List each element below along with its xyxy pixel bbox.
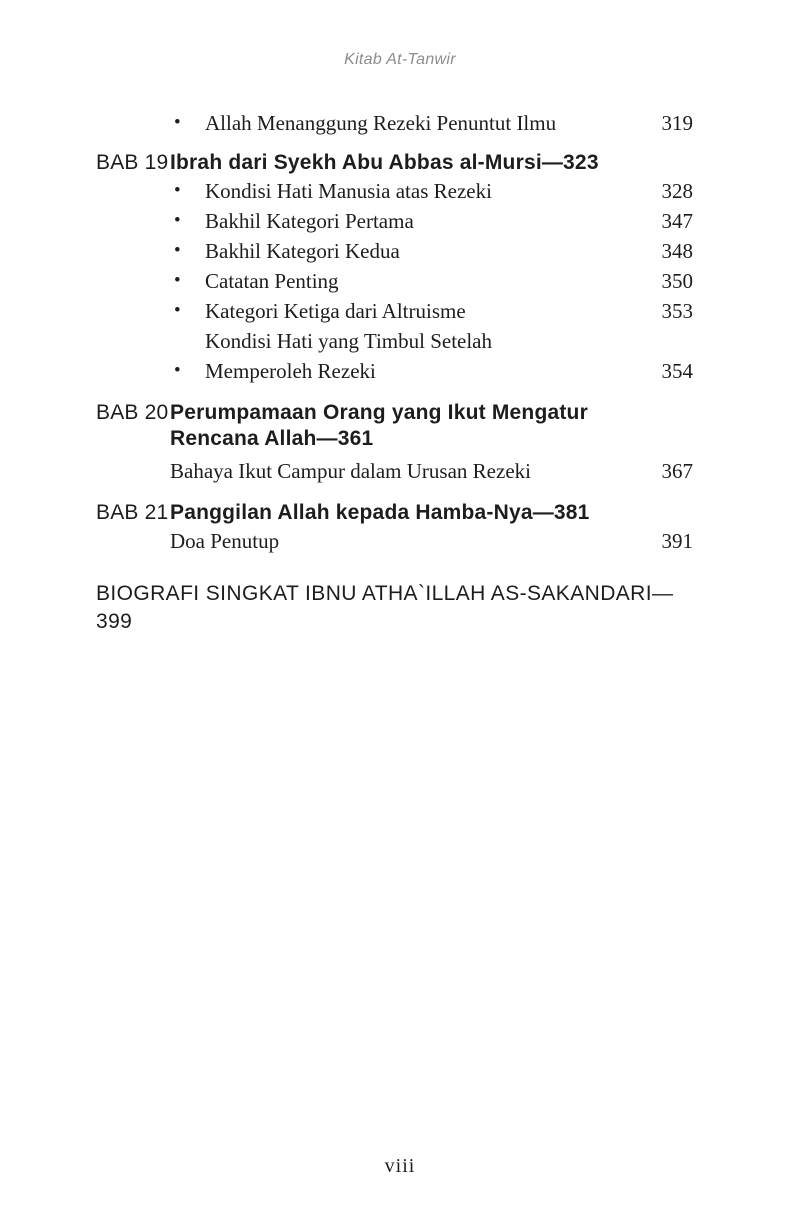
toc-entry-page-number: 354	[661, 359, 693, 383]
toc-entry	[96, 296, 693, 326]
toc-entry-title: Kondisi Hati Manusia atas Rezeki	[205, 179, 492, 203]
toc-entry-title: Bakhil Kategori Pertama	[205, 209, 414, 233]
running-header-title: Kitab At-Tanwir	[344, 51, 456, 68]
toc-entry-title: Bahaya Ikut Campur dalam Urusan Rezeki	[170, 459, 531, 483]
toc-entry-title	[205, 326, 631, 386]
toc-entry-title: Allah Menanggung Rezeki Penuntut Ilmu	[205, 111, 557, 135]
toc-entry-title: Bakhil Kategori Kedua	[205, 239, 400, 263]
toc-entry	[96, 236, 693, 266]
chapter-title-line: Ibrah dari Syekh Abu Abbas al-Mursi—323	[170, 151, 599, 174]
toc-closing-entry-biography: BIOGRAFI SINGKAT IBNU ATHA`ILLAH AS-SAKANDARI—399	[96, 582, 674, 633]
toc-entry-page-number: 353	[661, 299, 693, 323]
toc-entry	[96, 326, 693, 386]
table-of-contents	[96, 108, 693, 636]
toc-entry	[96, 456, 693, 486]
toc-entry-title: Catatan Penting	[205, 269, 339, 293]
toc-entry-title: Kategori Ketiga dari Altruisme	[205, 299, 466, 323]
toc-entry-page-number: 350	[661, 269, 693, 293]
bullet-icon: •	[174, 180, 181, 201]
toc-entry-page-number: 328	[661, 179, 693, 203]
chapter-title	[170, 500, 693, 526]
bullet-icon: •	[174, 270, 181, 291]
bullet-icon: •	[174, 300, 181, 321]
chapter-heading-bab-19	[96, 150, 693, 176]
chapter-heading-bab-21	[96, 500, 693, 526]
chapter-label: BAB 21	[96, 501, 169, 524]
chapter-label: BAB 20	[96, 401, 169, 424]
chapter-title	[170, 150, 693, 176]
chapter-title-line-1: Perumpamaan Orang yang Ikut Mengatur	[170, 401, 588, 424]
chapter-heading-bab-20	[96, 400, 693, 452]
toc-entry-title-line-2: Memperoleh Rezeki	[205, 359, 376, 383]
bullet-icon: •	[174, 210, 181, 231]
toc-entry	[96, 108, 693, 138]
toc-entry	[96, 526, 693, 556]
toc-entry-title-line-1: Kondisi Hati yang Timbul Setelah	[205, 329, 493, 353]
chapter-title-line-2: Rencana Allah—361	[170, 427, 374, 450]
toc-entry-page-number: 319	[661, 111, 693, 135]
toc-entry	[96, 176, 693, 206]
toc-entry-page-number: 391	[661, 529, 693, 553]
toc-entry-title: Doa Penutup	[170, 529, 280, 553]
toc-entry-page-number: 347	[661, 209, 693, 233]
toc-entry-page-number: 348	[661, 239, 693, 263]
chapter-title	[170, 400, 693, 452]
bullet-icon: •	[174, 240, 181, 261]
toc-entry	[96, 206, 693, 236]
toc-entry	[96, 266, 693, 296]
bullet-icon: •	[174, 360, 181, 381]
folio-page-number: viii	[384, 1155, 416, 1177]
bullet-icon: •	[174, 112, 181, 133]
chapter-label: BAB 19	[96, 151, 169, 174]
chapter-title-line: Panggilan Allah kepada Hamba-Nya—381	[170, 501, 590, 524]
toc-entry-page-number: 367	[661, 459, 693, 483]
